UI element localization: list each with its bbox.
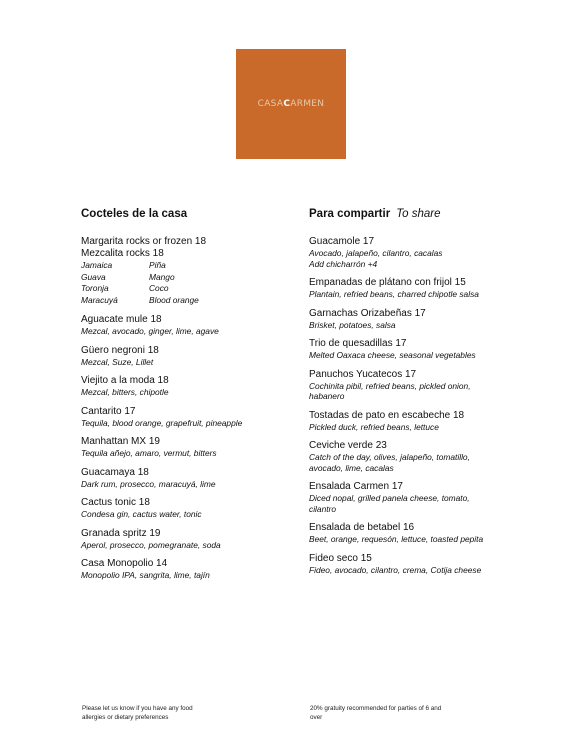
flavor-option: Blood orange	[149, 294, 199, 305]
item-description: avocado, lime, cacalas	[309, 462, 394, 473]
menu-item	[81, 406, 291, 429]
item-description: Pickled duck, refried beans, lettuce	[309, 421, 439, 432]
item-description: Melted Oaxaca cheese, seasonal vegetables	[309, 350, 476, 360]
item-description: Beet, orange, requesón, lettuce, toasted pepita	[309, 534, 484, 544]
menu-item	[81, 436, 291, 459]
item-description: Mezcal, bitters, chipotle	[81, 387, 169, 397]
item-name: Mezcalita rocks 18	[81, 248, 164, 259]
logo-part1: CASA	[257, 99, 284, 109]
item-description: Fideo, avocado, cilantro, crema, Cotija cheese	[309, 564, 482, 575]
menu-item-margarita	[81, 236, 291, 306]
menu-item	[81, 528, 291, 551]
item-name: Tostadas de pato en escabeche 18	[309, 409, 465, 421]
item-description: habanero	[309, 391, 345, 401]
item-name: Ceviche verde 23	[309, 440, 387, 451]
item-description: Avocado, jalapeño, cilantro, cacalas	[309, 248, 443, 258]
item-description: Tequila añejo, amaro, vermut, bitters	[81, 448, 217, 458]
item-name: Trio de quesadillas 17	[309, 338, 407, 349]
menu-item	[309, 236, 529, 269]
flavor-list	[81, 260, 291, 306]
compartir-subtitle: To share	[396, 208, 441, 220]
menu-item	[309, 522, 529, 545]
item-description: Plantain, refried beans, charred chipotle salsa	[309, 289, 479, 299]
item-description: Aperol, prosecco, pomegranate, soda	[81, 539, 221, 550]
item-name: Margarita rocks or frozen 18	[81, 236, 207, 247]
brand-logo	[236, 49, 346, 159]
menu-item	[81, 314, 291, 337]
flavor-option: Toronja	[81, 283, 109, 293]
item-name: Garnachas Orizabeñas 17	[309, 307, 426, 319]
item-description: Mezcal, Suze, Lillet	[81, 356, 154, 367]
item-name: Panuchos Yucatecos 17	[309, 368, 417, 380]
item-description: Mezcal, avocado, ginger, lime, agave	[81, 326, 219, 336]
item-description: Catch of the day, olives, jalapeño, tomatillo,	[309, 452, 470, 462]
flavor-option: Guava	[81, 271, 106, 282]
item-description: Add chicharrón +4	[309, 258, 378, 269]
item-description: Diced nopal, grilled panela cheese, tomato,	[309, 493, 470, 503]
allergy-note	[82, 704, 232, 722]
item-name: Ensalada Carmen 17	[309, 481, 403, 492]
logo-part2: ARMEN	[290, 99, 325, 109]
menu-item	[309, 338, 529, 361]
item-name: Aguacate mule 18	[81, 314, 162, 325]
item-description: Cochinita pibil, refried beans, pickled onion,	[309, 380, 471, 391]
menu-item	[309, 369, 529, 402]
item-name: Empanadas de plátano con frijol 15	[309, 277, 466, 288]
item-name: Guacamole 17	[309, 236, 375, 247]
item-name: Casa Monopolio 14	[81, 558, 168, 569]
item-description: Monopolio IPA, sangrita, lime, tajín	[81, 570, 210, 580]
flavor-option: Coco	[149, 283, 169, 293]
item-description: Brisket, potatoes, salsa	[309, 319, 396, 330]
item-name: Ensalada de betabel 16	[309, 522, 415, 533]
item-name: Cantarito 17	[81, 405, 136, 417]
item-name: Viejito a la moda 18	[81, 375, 169, 386]
compartir-section	[309, 208, 529, 583]
item-name: Cactus tonic 18	[81, 497, 150, 508]
logo-wordmark	[258, 99, 325, 109]
allergy-note-line: allergies or dietary preferences	[82, 714, 169, 721]
menu-item	[81, 497, 291, 520]
logo-highlight: C	[283, 99, 291, 109]
gratuity-note-line: over	[310, 714, 323, 721]
menu-item	[309, 440, 529, 473]
gratuity-note-line: 20% gratuity recommended for parties of 6 and	[310, 705, 442, 712]
cocteles-heading: Cocteles de la casa	[81, 208, 188, 220]
menu-item	[81, 467, 291, 490]
menu-item	[309, 481, 529, 514]
allergy-note-line: Please let us know if you have any food	[82, 705, 193, 712]
menu-item	[309, 410, 529, 433]
item-description: Condesa gin, cactus water, tonic	[81, 509, 202, 519]
compartir-heading	[309, 208, 529, 220]
flavor-option: Mango	[149, 271, 175, 282]
compartir-title: Para compartir	[309, 208, 391, 220]
menu-item	[309, 308, 529, 331]
item-name: Manhattan MX 19	[81, 436, 160, 447]
item-description: Dark rum, prosecco, maracuyá, lime	[81, 478, 216, 489]
menu-item	[309, 277, 529, 300]
gratuity-note	[310, 704, 490, 722]
menu-item	[81, 345, 291, 368]
menu-item	[81, 375, 291, 398]
menu-item	[81, 558, 291, 581]
item-name: Fideo seco 15	[309, 552, 372, 564]
menu-item	[309, 553, 529, 576]
item-description: Tequila, blood orange, grapefruit, pineapple	[81, 417, 243, 428]
item-description: cilantro	[309, 503, 336, 514]
item-name: Granada spritz 19	[81, 527, 161, 539]
cocteles-section	[81, 208, 291, 589]
flavor-option: Piña	[149, 260, 166, 270]
flavor-option: Jamaica	[81, 260, 113, 270]
flavor-option: Maracuyá	[81, 294, 118, 305]
item-name: Guacamaya 18	[81, 466, 149, 478]
item-name: Güero negroni 18	[81, 344, 159, 356]
